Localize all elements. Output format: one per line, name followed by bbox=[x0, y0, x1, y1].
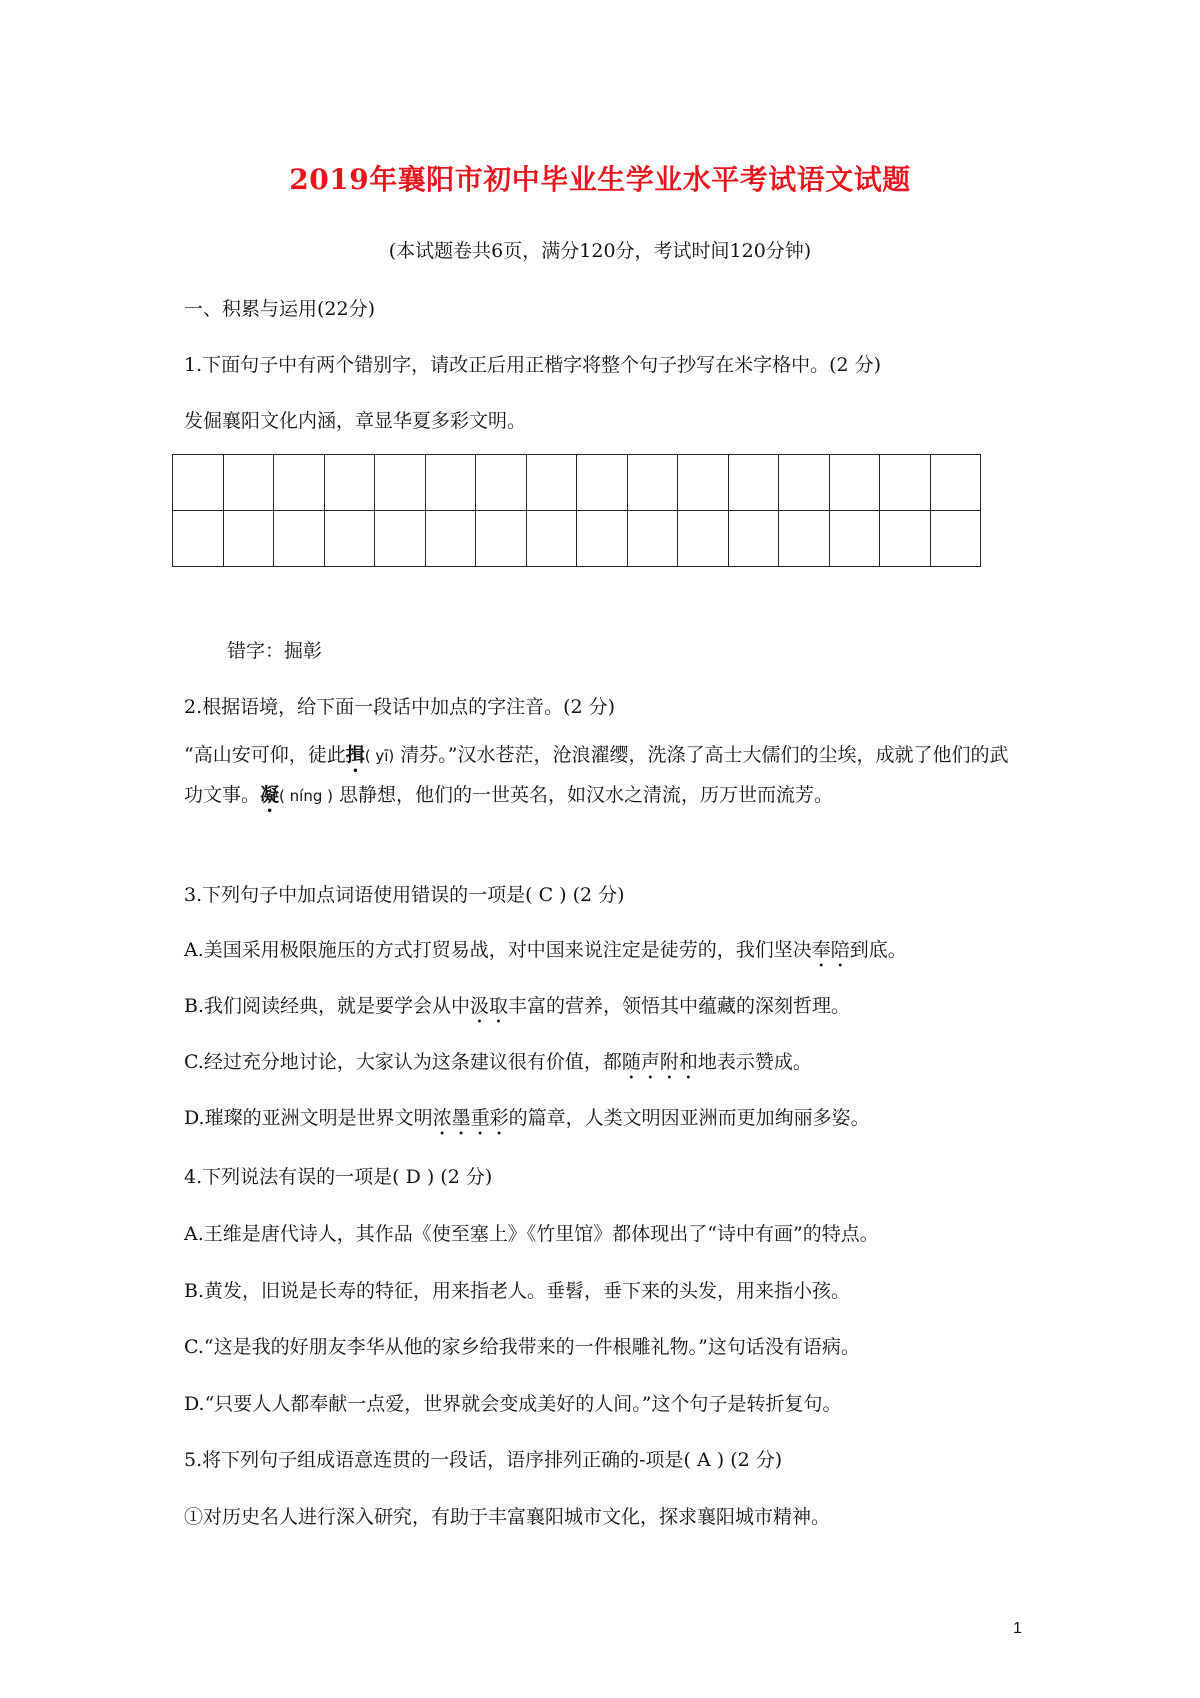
q3-option-c: C.经过充分地讨论，大家认为这条建议很有价值，都随声附和地表示赞成。 bbox=[184, 1051, 812, 1073]
grid-cell bbox=[375, 455, 426, 511]
grid-cell bbox=[577, 511, 628, 567]
grid-cell bbox=[324, 455, 375, 511]
grid-cell bbox=[425, 455, 476, 511]
q1-question: 1.下面句子中有两个错别字，请改正后用正楷字将整个句子抄写在米字格中。(2 分) bbox=[184, 354, 882, 376]
exam-title: 2019年襄阳市初中毕业生学业水平考试语文试题 bbox=[289, 163, 911, 196]
q2-dotted-char-2: 凝 bbox=[260, 784, 280, 806]
q2-passage-part-c: 思静想，他们的一世英名，如汉水之清流，历万世而流芳。 bbox=[332, 784, 834, 806]
page-number: 1 bbox=[1013, 1620, 1022, 1637]
q3-a-dotted: 奉陪 bbox=[811, 939, 850, 961]
q3-option-a: A.美国采用极限施压的方式打贸易战，对中国来说注定是徒劳的，我们坚决奉陪到底。 bbox=[184, 939, 907, 961]
grid-cell bbox=[779, 511, 830, 567]
grid-cell bbox=[425, 511, 476, 567]
grid-cell bbox=[880, 511, 931, 567]
q2-passage-part-b: 清芬。”汉水苍茫，沧浪濯缨，洗涤了高士大儒们的尘埃，成就了他们的武功文事。 bbox=[184, 744, 1009, 806]
grid-cell bbox=[476, 455, 527, 511]
grid-cell bbox=[880, 455, 931, 511]
q2-question: 2.根据语境，给下面一段话中加点的字注音。(2 分) bbox=[184, 696, 616, 718]
grid-cell bbox=[829, 511, 880, 567]
grid-cell bbox=[375, 511, 426, 567]
q4-option-a: A.王维是唐代诗人，其作品《使至塞上》《竹里馆》都体现出了“诗中有画”的特点。 bbox=[184, 1223, 879, 1245]
grid-cell bbox=[627, 455, 678, 511]
grid-cell bbox=[223, 511, 274, 567]
grid-row bbox=[173, 511, 981, 567]
q2-pinyin-1: ( yī) bbox=[364, 747, 395, 765]
q4-option-d: D.“只要人人都奉献一点爱，世界就会变成美好的人间。”这个句子是转折复句。 bbox=[184, 1393, 842, 1415]
q3-d-dotted: 浓墨重彩 bbox=[432, 1107, 509, 1129]
q4-question: 4.下列说法有误的一项是( D ) (2 分) bbox=[184, 1166, 493, 1188]
grid-cell bbox=[728, 511, 779, 567]
q3-b-dotted: 汲取 bbox=[470, 995, 509, 1017]
grid-cell bbox=[274, 455, 325, 511]
grid-cell bbox=[627, 511, 678, 567]
q5-question: 5.将下列句子组成语意连贯的一段话，语序排列正确的-项是( A ) (2 分) bbox=[184, 1449, 783, 1471]
q2-passage-part-a: “高山安可仰，徒此 bbox=[184, 744, 346, 766]
grid-cell bbox=[779, 455, 830, 511]
exam-subtitle: (本试题卷共6页，满分120分，考试时间120分钟) bbox=[388, 240, 812, 262]
q2-pinyin-2: ( níng ) bbox=[279, 787, 333, 805]
grid-cell bbox=[173, 511, 224, 567]
q1-answer: 错字：掘彰 bbox=[227, 640, 323, 662]
grid-cell bbox=[728, 455, 779, 511]
q3-option-d: D.璀璨的亚洲文明是世界文明浓墨重彩的篇章，人类文明因亚洲而更加绚丽多姿。 bbox=[184, 1107, 870, 1129]
q1-sentence: 发倔襄阳文化内涵，章显华夏多彩文明。 bbox=[184, 410, 527, 432]
answer-grid bbox=[172, 454, 981, 567]
q3-option-b: B.我们阅读经典，就是要学会从中汲取丰富的营养，领悟其中蕴藏的深刻哲理。 bbox=[184, 995, 851, 1017]
grid-cell bbox=[930, 455, 981, 511]
grid-cell bbox=[829, 455, 880, 511]
grid-cell bbox=[476, 511, 527, 567]
q4-option-c: C.“这是我的好朋友李华从他的家乡给我带来的一件根雕礼物。”这句话没有语病。 bbox=[184, 1336, 860, 1358]
q5-sentence-1: ①对历史名人进行深入研究，有助于丰富襄阳城市文化，探求襄阳城市精神。 bbox=[184, 1506, 831, 1528]
section-heading: 一、积累与运用(22分) bbox=[184, 298, 376, 320]
grid-cell bbox=[526, 511, 577, 567]
grid-cell bbox=[274, 511, 325, 567]
q3-c-dotted: 随声附和 bbox=[621, 1051, 698, 1073]
grid-row bbox=[173, 455, 981, 511]
grid-cell bbox=[678, 455, 729, 511]
grid-cell bbox=[930, 511, 981, 567]
grid-cell bbox=[678, 511, 729, 567]
q2-passage bbox=[184, 737, 1024, 817]
q3-question: 3.下列句子中加点词语使用错误的一项是( C ) (2 分) bbox=[184, 884, 625, 906]
grid-cell bbox=[526, 455, 577, 511]
grid-cell bbox=[173, 455, 224, 511]
grid-cell bbox=[223, 455, 274, 511]
grid-cell bbox=[577, 455, 628, 511]
grid-cell bbox=[324, 511, 375, 567]
q4-option-b: B.黄发，旧说是长寿的特征，用来指老人。垂髫，垂下来的头发，用来指小孩。 bbox=[184, 1280, 851, 1302]
q2-dotted-char-1: 揖 bbox=[345, 744, 365, 766]
